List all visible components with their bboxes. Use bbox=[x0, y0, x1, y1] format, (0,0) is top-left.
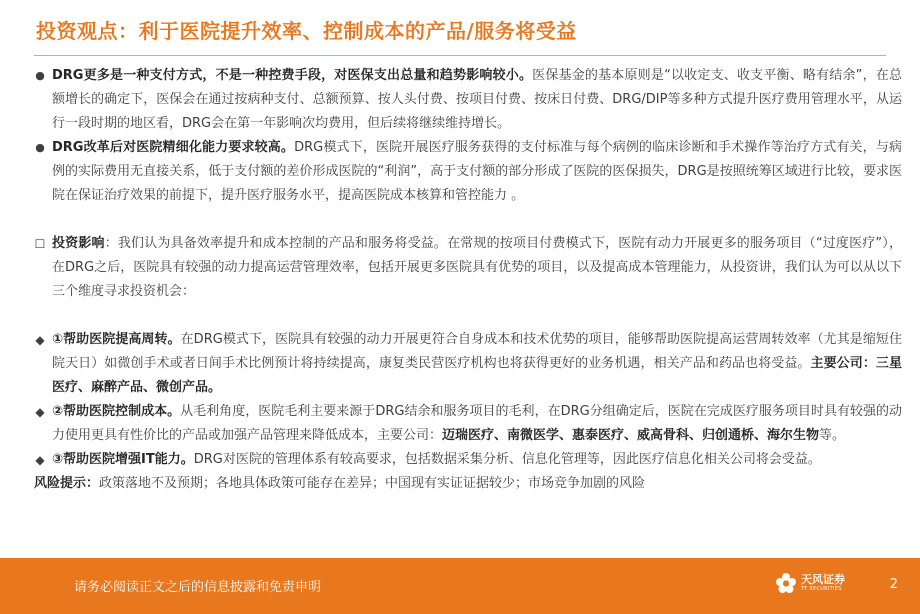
point-text: 医保基金的基本原则是“以收定支、收支平衡、略有结余”，在总额增长的确定下，医保会在通过按病种支付、总额预算、按人头付费、按项目付费、按床日付费、DRG/DIP等多种方式提升医疗费用管理水平，从运行一段时期的地区看，DRG会在第一年影响次均费用，但后续将继续维持增长。 bbox=[52, 68, 902, 131]
logo-name: 天风证券 bbox=[801, 572, 845, 586]
strategy-text: 在DRG模式下，医院具有较强的动力开展更符合自身成本和技术优势的项目，能够帮助医院提高运营周转效率（尤其是缩短住院天日）如微创手术或者日间手术比例预计将持续提高，康复类民营医疗机构也将获得更好的业务机遇，相关产品和药品也将受益。 bbox=[52, 332, 902, 371]
strategy-companies: 主要公司：三星医疗、麻醉产品、微创产品。 bbox=[52, 356, 902, 395]
strategy-heading: ③帮助医院增强IT能力。 bbox=[52, 452, 194, 467]
point-heading: DRG改革后对医院精细化能力要求较高。 bbox=[52, 140, 295, 155]
flower-logo-icon bbox=[775, 572, 797, 594]
strategy-text: DRG对医院的管理体系有较高要求，包括数据采集分析、信息化管理等，因此医疗信息化相关公司将会受益。 bbox=[193, 452, 821, 467]
investment-impact bbox=[34, 232, 902, 304]
point-text: DRG模式下，医院开展医疗服务获得的支付标准与每个病例的临床诊断和手术操作等治疗方式有关，与病例的实际费用无直接关系，低于支付额的差价形成医院的“利润”，高于支付额的部分形成了医院的医保损失，DRG是按照统筹区域进行比较，要求医院在保证治疗效果的前提下，提升医疗服务水平，提高医院成本核算和管控能力 。 bbox=[52, 140, 902, 203]
footer-disclaimer: 请务必阅读正文之后的信息披露和免责申明 bbox=[74, 580, 322, 595]
strategy-cost-control bbox=[35, 400, 903, 448]
round-bullet-icon: ● bbox=[35, 69, 45, 82]
strategy-text: 从毛利角度，医院毛利主要来源于DRG结余和服务项目的毛利，在DRG分组确定后，医院在完成医疗服务项目时具有较强的动力使用更具有性价比的产品或加强产品管理来降低成本，主要公司： bbox=[52, 404, 903, 443]
diamond-bullet-icon: ◆ bbox=[35, 453, 45, 467]
square-bullet-icon: ☐ bbox=[34, 237, 46, 251]
main-content bbox=[34, 64, 903, 496]
investment-text: ：我们认为具备效率提升和成本控制的产品和服务将受益。在常规的按项目付费模式下，医院有动力开展更多的服务项目（“过度医疗”），在DRG之后，医院具有较强的动力提高运营管理效率，包括开展更多医院具有优势的项目，以及提高成本管理能力，从投资讲，我们认为可以从以下三个维度寻求投资机会： bbox=[52, 236, 902, 299]
risk-text: 政策落地不及预期；各地具体政策可能存在差异；中国现有实证证据较少；市场竞争加剧的风险 bbox=[99, 476, 646, 491]
company-logo bbox=[775, 572, 845, 594]
strategy-tail: 等。 bbox=[819, 428, 846, 443]
risk-label: 风险提示： bbox=[34, 476, 100, 491]
round-bullet-icon: ● bbox=[35, 141, 45, 154]
point-drg-payment bbox=[35, 64, 902, 136]
investment-heading: 投资影响 bbox=[52, 236, 105, 251]
page-number: 2 bbox=[889, 577, 898, 592]
diamond-bullet-icon: ◆ bbox=[35, 405, 45, 419]
strategy-turnover bbox=[35, 328, 902, 400]
point-drg-refinement bbox=[35, 136, 902, 208]
diamond-bullet-icon: ◆ bbox=[35, 333, 45, 347]
strategy-heading: ②帮助医院控制成本。 bbox=[52, 404, 181, 419]
page-title: 投资观点：利于医院提升效率、控制成本的产品/服务将受益 bbox=[36, 19, 577, 43]
strategy-companies: 迈瑞医疗、南微医学、惠泰医疗、威高骨科、归创通桥、海尔生物 bbox=[442, 428, 820, 443]
risk-warning bbox=[34, 472, 902, 496]
strategy-heading: ①帮助医院提高周转。 bbox=[52, 332, 181, 347]
point-heading: DRG更多是一种支付方式，不是一种控费手段，对医保支出总量和趋势影响较小。 bbox=[52, 68, 533, 83]
title-divider bbox=[34, 55, 886, 56]
logo-subtitle: TF SECURITIES bbox=[801, 585, 842, 592]
footer-bar bbox=[0, 558, 920, 614]
strategy-it bbox=[35, 448, 902, 472]
